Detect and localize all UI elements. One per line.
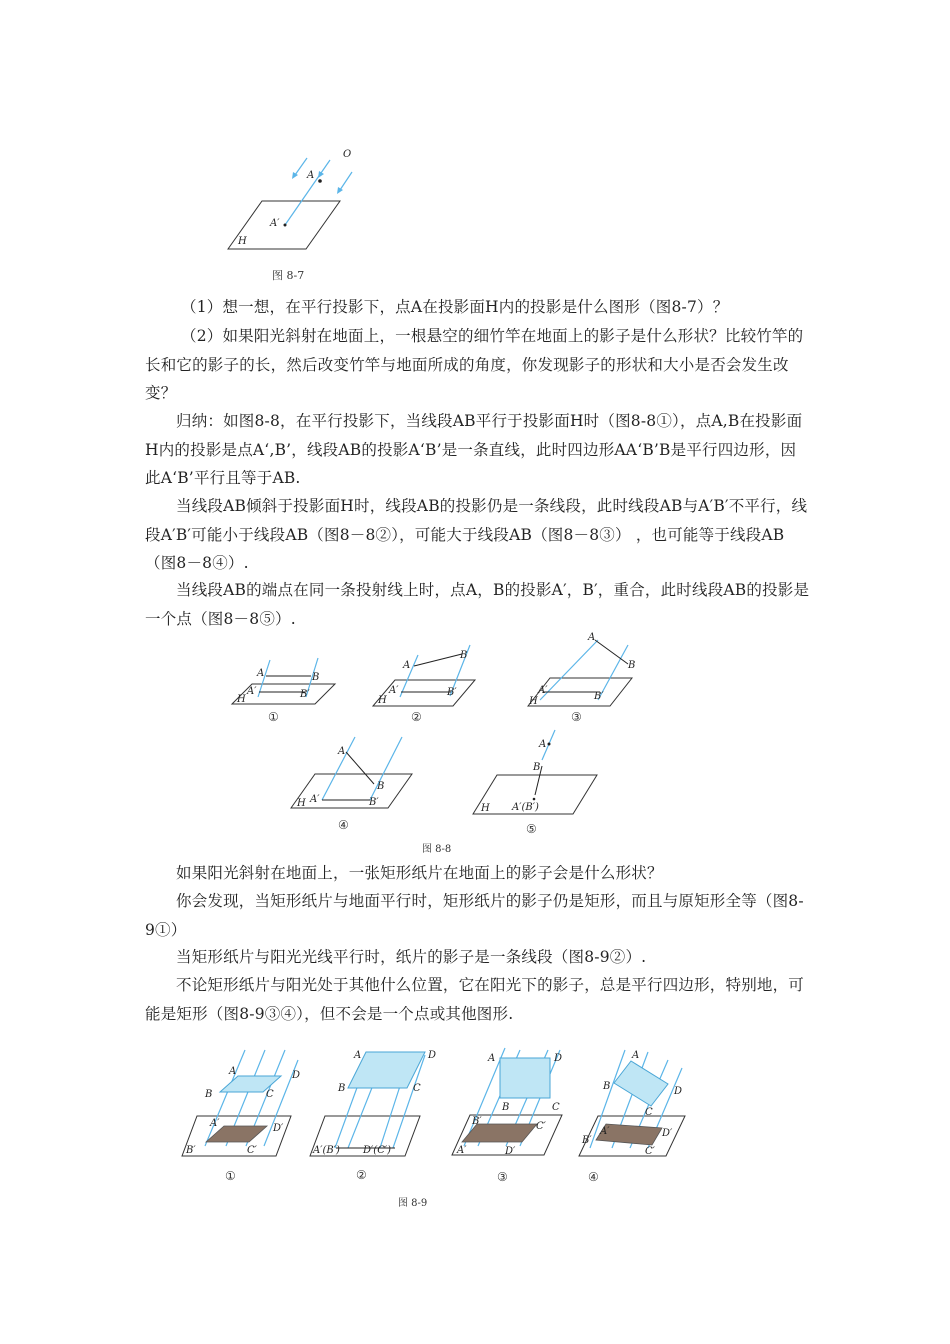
fig-8-9-num-1: ① (225, 1169, 236, 1183)
paragraph-5: 当线段AB的端点在同一条投射线上时，点A，B的投影A′，B′，重合，此时线段AB的投影是一个点（图8－8⑤）. (145, 581, 810, 628)
paragraph-3: 归纳：如图8-8，在平行投影下，当线段AB平行于投影面H时（图8-8①），点A,B在投影面H内的投影是点A‘,B’，线段AB的投影A‘B’是一条直线，此时四边形AA‘B’B是平行四边形，因此A‘B’平行且等于AB. (145, 412, 803, 487)
label-b-prime: B′ (447, 687, 457, 698)
label-d-prime-c-prime: D′(C′) (363, 1145, 392, 1156)
label-a: A (539, 739, 547, 750)
fig-8-8-num-1: ① (268, 710, 279, 724)
label-a-prime: A′ (310, 794, 320, 805)
rectangle-paper (500, 1058, 550, 1098)
fig-8-8-num-4: ④ (338, 818, 349, 832)
label-a: A (488, 1053, 496, 1064)
paragraph-9: 不论矩形纸片与阳光处于其他什么位置，它在阳光下的影子，总是平行四边形，特别地，可能是矩形（图8-9③④），但不会是一个点或其他图形. (145, 976, 805, 1023)
paragraph-2: （2）如果阳光斜射在地面上，一根悬空的细竹竿在地面上的影子是什么形状？比较竹竿的长和它的影子的长，然后改变竹竿与地面所成的角度，你发现影子的形状和大小是否会发生改变？ (145, 327, 804, 402)
label-a: A (229, 1066, 237, 1077)
label-a: A (632, 1050, 640, 1061)
label-c: C (645, 1107, 653, 1118)
label-a-prime-b-prime: A′(B′) (313, 1145, 340, 1156)
label-d: D (674, 1086, 683, 1097)
label-b: B (460, 650, 468, 661)
label-d: D (292, 1070, 301, 1081)
figure-8-8-caption: 图 8-8 (422, 844, 452, 855)
fig-8-8-num-5: ⑤ (526, 822, 537, 836)
fig-8-9-panel-3 (452, 1048, 562, 1157)
label-a-prime: A′ (247, 686, 257, 697)
label-b: B (312, 672, 320, 683)
label-b-prime: B′ (594, 691, 604, 702)
paragraph-4: 当线段AB倾斜于投影面H时，线段AB的投影仍是一条线段，此时线段AB与A′B′不平行，线段A′B′可能小于线段AB（图8－8②），可能大于线段AB（图8－8③） ，也可能等于线段AB（图8－8④）. (145, 497, 808, 572)
label-h: H (481, 803, 490, 814)
label-b-prime: B′ (300, 689, 310, 700)
label-d-prime: D′ (505, 1146, 516, 1157)
paragraph-1: （1）想一想，在平行投影下，点A在投影面H内的投影是什么图形（图8-7）？ (181, 298, 729, 316)
figure-8-7-caption: 图 8-7 (272, 269, 305, 282)
fig-8-8-num-3: ③ (571, 710, 582, 724)
label-h: H (378, 695, 387, 706)
fig-8-9-panel-2 (310, 1050, 436, 1156)
label-a-prime: A′ (457, 1145, 467, 1156)
label-a: A (338, 746, 346, 757)
label-c-prime: C′ (536, 1121, 546, 1132)
label-c: C (552, 1102, 560, 1113)
label-b: B (603, 1081, 611, 1092)
fig-8-9-panel-1 (182, 1050, 300, 1156)
fig-8-9-panel-4 (579, 1050, 685, 1157)
label-b: B (502, 1102, 510, 1113)
label-b: B (533, 762, 541, 773)
fig-8-9-num-3: ③ (497, 1170, 508, 1184)
label-a: A (354, 1050, 362, 1061)
label-b: B (628, 660, 636, 671)
label-b: B (205, 1089, 213, 1100)
paragraph-7: 你会发现，当矩形纸片与地面平行时，矩形纸片的影子仍是矩形，而且与原矩形全等（图8-9①） (145, 892, 804, 939)
label-o: O (343, 149, 352, 160)
label-c-prime: C′ (247, 1145, 257, 1156)
figure-8-9-caption: 图 8-9 (398, 1198, 428, 1209)
label-a: A (588, 632, 596, 643)
label-a-prime: A′ (389, 685, 399, 696)
label-a: A (403, 660, 411, 671)
label-b: B (338, 1083, 346, 1094)
label-d-prime: D′ (273, 1123, 284, 1134)
label-d-prime: D′ (662, 1128, 673, 1139)
label-a-prime: A′ (270, 218, 280, 229)
fig-8-9-num-4: ④ (588, 1170, 599, 1184)
label-a-prime-b-prime: A′(B′) (512, 802, 539, 813)
rectangle-paper (614, 1061, 668, 1106)
label-a: A (307, 170, 315, 181)
label-b-prime: B′ (582, 1135, 592, 1146)
label-c: C (266, 1089, 274, 1100)
fig-8-9-num-2: ② (356, 1168, 367, 1182)
label-c-prime: C′ (645, 1146, 655, 1157)
paragraph-8: 当矩形纸片与阳光光线平行时，纸片的影子是一条线段（图8-9②）. (176, 948, 647, 966)
label-h: H (238, 236, 247, 247)
label-h: H (529, 696, 538, 707)
label-c: C (413, 1083, 421, 1094)
label-a-prime: A′ (538, 685, 548, 696)
label-d: D (554, 1053, 563, 1064)
label-h: H (297, 798, 306, 809)
label-b-prime: B′ (186, 1145, 196, 1156)
label-b-prime: B′ (369, 797, 379, 808)
label-a-prime: A′ (210, 1118, 220, 1129)
label-b-prime: B′ (472, 1116, 482, 1127)
fig-8-8-num-2: ② (411, 710, 422, 724)
label-a: A (257, 668, 265, 679)
label-d: D (428, 1050, 437, 1061)
label-a-prime: A′ (600, 1126, 610, 1137)
paragraph-6: 如果阳光斜射在地面上，一张矩形纸片在地面上的影子会是什么形状？ (176, 864, 663, 882)
label-h: H (237, 694, 246, 705)
label-b: B (377, 781, 385, 792)
